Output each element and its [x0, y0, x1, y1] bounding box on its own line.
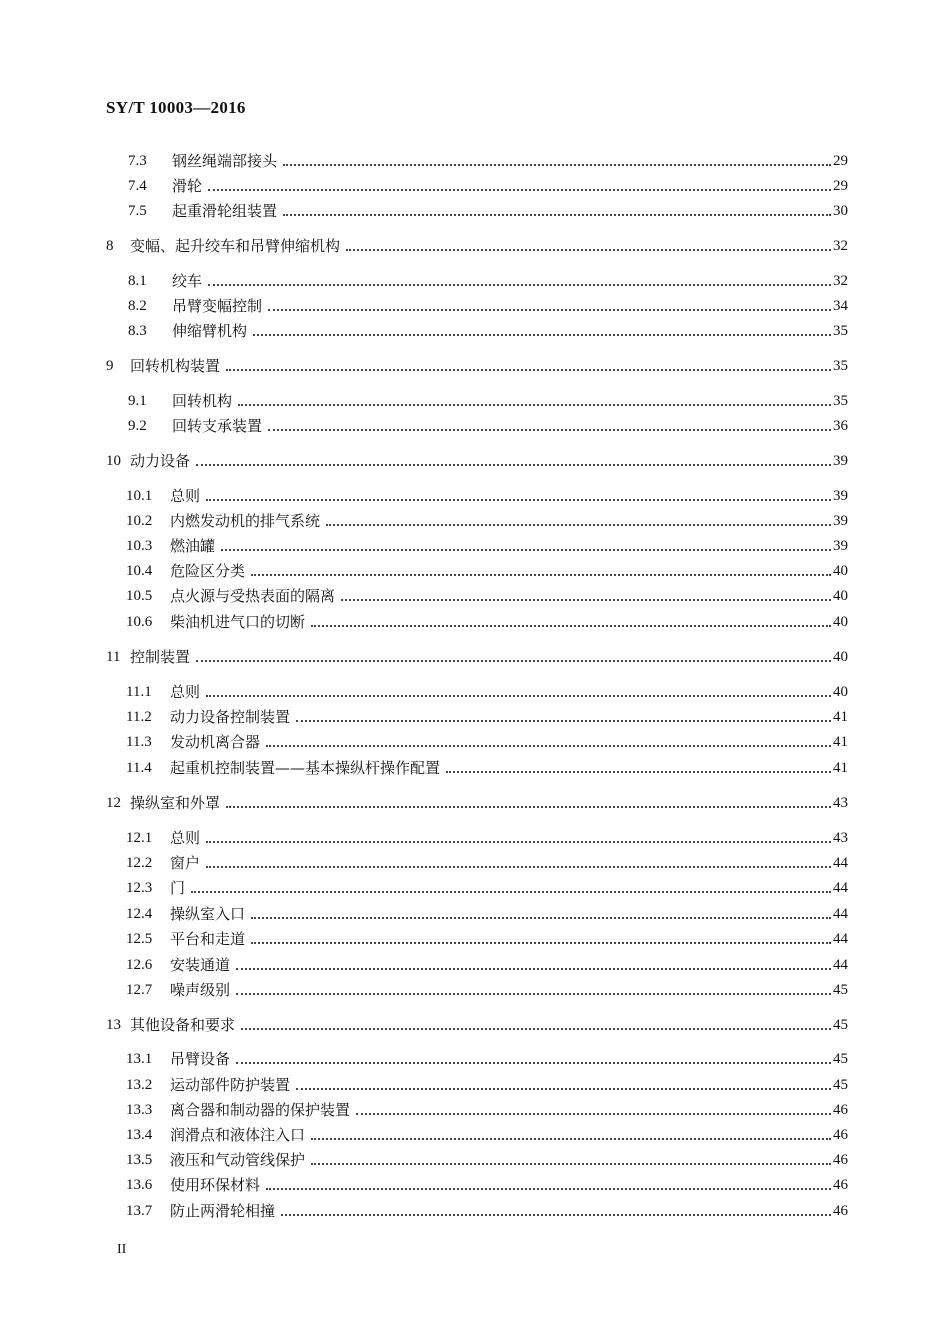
toc-entry-number: 10.5 — [126, 588, 153, 604]
dot-leader — [356, 1113, 831, 1115]
toc-entry-number: 12.1 — [126, 830, 153, 846]
toc-entry-page: 34 — [833, 298, 848, 314]
toc-section-entry[interactable] — [126, 581, 848, 605]
toc-chapter-entry[interactable] — [106, 231, 848, 255]
toc-section-entry[interactable] — [128, 411, 848, 435]
toc-entry-title: 动力设备 — [130, 452, 191, 470]
dot-leader — [226, 369, 831, 371]
toc-entry-title: 回转支承装置 — [172, 417, 263, 435]
toc-entry-page: 45 — [833, 982, 848, 998]
toc-entry-page: 44 — [833, 957, 848, 973]
toc-entry-title: 点火源与受热表面的隔离 — [170, 587, 336, 605]
toc-entry-number: 9 — [106, 358, 114, 374]
dot-leader — [236, 1062, 831, 1064]
dot-leader — [326, 524, 831, 526]
toc-entry-title: 安装通道 — [170, 956, 231, 974]
dot-leader — [311, 625, 831, 627]
toc-entry-number: 13.7 — [126, 1203, 153, 1219]
toc-section-entry[interactable] — [126, 1044, 848, 1068]
dot-leader — [266, 745, 831, 747]
toc-entry-title: 危险区分类 — [170, 562, 246, 580]
toc-section-entry[interactable] — [126, 531, 848, 555]
toc-entry-title: 门 — [170, 879, 186, 897]
toc-entry-number: 13 — [106, 1017, 121, 1033]
toc-entry-page: 45 — [833, 1051, 848, 1067]
toc-section-entry[interactable] — [126, 677, 848, 701]
toc-entry-number: 13.1 — [126, 1051, 153, 1067]
dot-leader — [241, 1028, 831, 1030]
toc-section-entry[interactable] — [126, 1070, 848, 1094]
toc-entry-number: 13.5 — [126, 1152, 153, 1168]
toc-entry-number: 10.1 — [126, 488, 153, 504]
toc-entry-number: 7.3 — [128, 153, 147, 169]
toc-entry-page: 39 — [833, 453, 848, 469]
toc-entry-number: 11 — [106, 649, 121, 665]
dot-leader — [311, 1163, 831, 1165]
toc-entry-number: 12.5 — [126, 931, 153, 947]
toc-section-entry[interactable] — [128, 171, 848, 195]
toc-entry-page: 46 — [833, 1152, 848, 1168]
dot-leader — [206, 695, 831, 697]
dot-leader — [221, 549, 831, 551]
toc-entry-page: 35 — [833, 393, 848, 409]
toc-entry-page: 44 — [833, 880, 848, 896]
toc-entry-page: 44 — [833, 906, 848, 922]
dot-leader — [206, 866, 831, 868]
dot-leader — [268, 429, 831, 431]
toc-section-entry[interactable] — [126, 607, 848, 631]
toc-section-entry[interactable] — [126, 702, 848, 726]
toc-entry-page: 45 — [833, 1077, 848, 1093]
toc-entry-page: 32 — [833, 238, 848, 254]
toc-entry-number: 10.3 — [126, 538, 153, 554]
toc-section-entry[interactable] — [128, 266, 848, 290]
toc-entry-title: 总则 — [170, 829, 201, 847]
toc-entry-page: 29 — [833, 153, 848, 169]
toc-section-entry[interactable] — [126, 481, 848, 505]
dot-leader — [346, 249, 831, 251]
toc-entry-page: 35 — [833, 323, 848, 339]
toc-section-entry[interactable] — [126, 1170, 848, 1194]
dot-leader — [266, 1188, 831, 1190]
toc-entry-title: 起重滑轮组装置 — [172, 202, 278, 220]
toc-entry-number: 10.6 — [126, 614, 153, 630]
toc-section-entry[interactable] — [126, 506, 848, 530]
toc-entry-page: 40 — [833, 684, 848, 700]
toc-entry-number: 12.6 — [126, 957, 153, 973]
toc-entry-number: 11.1 — [126, 684, 152, 700]
toc-entry-number: 12.2 — [126, 855, 153, 871]
toc-section-entry[interactable] — [126, 556, 848, 580]
toc-entry-page: 40 — [833, 649, 848, 665]
dot-leader — [208, 189, 831, 191]
toc-entry-page: 44 — [833, 855, 848, 871]
toc-entry-title: 使用环保材料 — [170, 1176, 261, 1194]
toc-entry-title: 吊臂设备 — [170, 1050, 231, 1068]
toc-entry-page: 36 — [833, 418, 848, 434]
toc-entry-title: 柴油机进气口的切断 — [170, 613, 306, 631]
toc-entry-title: 润滑点和液体注入口 — [170, 1126, 306, 1144]
toc-entry-title: 燃油罐 — [170, 537, 216, 555]
dot-leader — [206, 841, 831, 843]
dot-leader — [251, 917, 831, 919]
dot-leader — [226, 806, 831, 808]
toc-section-entry[interactable] — [126, 823, 848, 847]
toc-entry-number: 12.4 — [126, 906, 153, 922]
toc-entry-page: 46 — [833, 1102, 848, 1118]
toc-entry-page: 41 — [833, 709, 848, 725]
toc-entry-title: 其他设备和要求 — [130, 1016, 236, 1034]
toc-entry-title: 变幅、起升绞车和吊臂伸缩机构 — [130, 237, 341, 255]
toc-entry-page: 30 — [833, 203, 848, 219]
toc-chapter-entry[interactable] — [106, 351, 848, 375]
toc-entry-number: 11.2 — [126, 709, 152, 725]
dot-leader — [236, 968, 831, 970]
toc-entry-page: 35 — [833, 358, 848, 374]
toc-chapter-entry[interactable] — [106, 642, 848, 666]
toc-entry-title: 回转机构装置 — [130, 357, 221, 375]
page-number: II — [117, 1242, 127, 1257]
toc-entry-number: 7.5 — [128, 203, 147, 219]
dot-leader — [251, 942, 831, 944]
document-id-header: SY/T 10003—2016 — [106, 98, 246, 117]
toc-entry-title: 操纵室和外罩 — [130, 794, 221, 812]
toc-entry-number: 8 — [106, 238, 114, 254]
toc-entry-title: 离合器和制动器的保护装置 — [170, 1101, 351, 1119]
toc-section-entry[interactable] — [126, 1196, 848, 1220]
toc-entry-page: 44 — [833, 931, 848, 947]
toc-section-entry[interactable] — [128, 146, 848, 170]
toc-entry-page: 46 — [833, 1177, 848, 1193]
toc-entry-title: 液压和气动管线保护 — [170, 1151, 306, 1169]
dot-leader — [296, 1088, 831, 1090]
toc-entry-number: 13.3 — [126, 1102, 153, 1118]
dot-leader — [253, 334, 831, 336]
dot-leader — [283, 164, 831, 166]
toc-entry-number: 13.6 — [126, 1177, 153, 1193]
toc-entry-title: 伸缩臂机构 — [172, 322, 248, 340]
dot-leader — [196, 464, 831, 466]
toc-section-entry[interactable] — [126, 1145, 848, 1169]
toc-entry-title: 总则 — [170, 487, 201, 505]
toc-chapter-entry[interactable] — [106, 446, 848, 470]
toc-entry-number: 7.4 — [128, 178, 147, 194]
toc-entry-number: 9.2 — [128, 418, 147, 434]
toc-entry-page: 41 — [833, 734, 848, 750]
toc-entry-number: 9.1 — [128, 393, 147, 409]
dot-leader — [283, 214, 831, 216]
toc-entry-title: 钢丝绳端部接头 — [172, 152, 278, 170]
toc-entry-page: 40 — [833, 588, 848, 604]
toc-section-entry[interactable] — [128, 316, 848, 340]
toc-entry-title: 滑轮 — [172, 177, 203, 195]
toc-entry-number: 8.3 — [128, 323, 147, 339]
toc-section-entry[interactable] — [126, 1095, 848, 1119]
toc-section-entry[interactable] — [126, 975, 848, 999]
toc-entry-number: 10.4 — [126, 563, 153, 579]
toc-section-entry[interactable] — [128, 291, 848, 315]
toc-entry-title: 操纵室入口 — [170, 905, 246, 923]
toc-entry-title: 绞车 — [172, 272, 203, 290]
dot-leader — [446, 771, 831, 773]
dot-leader — [296, 720, 831, 722]
toc-chapter-entry[interactable] — [106, 1010, 848, 1034]
toc-entry-title: 控制装置 — [130, 648, 191, 666]
toc-section-entry[interactable] — [126, 1120, 848, 1144]
toc-section-entry[interactable] — [126, 899, 848, 923]
toc-entry-number: 11.3 — [126, 734, 152, 750]
toc-entry-page: 39 — [833, 513, 848, 529]
toc-entry-title: 防止两滑轮相撞 — [170, 1202, 276, 1220]
toc-entry-page: 40 — [833, 563, 848, 579]
toc-entry-number: 8.1 — [128, 273, 147, 289]
toc-entry-page: 46 — [833, 1203, 848, 1219]
toc-section-entry[interactable] — [128, 196, 848, 220]
toc-section-entry[interactable] — [126, 924, 848, 948]
toc-entry-title: 回转机构 — [172, 392, 233, 410]
toc-entry-page: 45 — [833, 1017, 848, 1033]
toc-entry-number: 12 — [106, 795, 121, 811]
dot-leader — [311, 1138, 831, 1140]
dot-leader — [191, 891, 831, 893]
toc-entry-page: 32 — [833, 273, 848, 289]
toc-entry-page: 39 — [833, 538, 848, 554]
toc-section-entry[interactable] — [126, 753, 848, 777]
toc-section-entry[interactable] — [128, 386, 848, 410]
toc-entry-title: 运动部件防护装置 — [170, 1076, 291, 1094]
toc-entry-number: 13.4 — [126, 1127, 153, 1143]
dot-leader — [341, 599, 831, 601]
toc-entry-title: 总则 — [170, 683, 201, 701]
toc-entry-title: 噪声级别 — [170, 981, 231, 999]
toc-entry-title: 动力设备控制装置 — [170, 708, 291, 726]
toc-entry-title: 起重机控制装置——基本操纵杆操作配置 — [170, 759, 441, 777]
dot-leader — [268, 309, 831, 311]
toc-entry-page: 40 — [833, 614, 848, 630]
toc-entry-title: 内燃发动机的排气系统 — [170, 512, 321, 530]
toc-entry-number: 12.3 — [126, 880, 153, 896]
toc-entry-title: 发动机离合器 — [170, 733, 261, 751]
toc-entry-number: 8.2 — [128, 298, 147, 314]
toc-entry-title: 吊臂变幅控制 — [172, 297, 263, 315]
toc-entry-title: 平台和走道 — [170, 930, 246, 948]
dot-leader — [251, 574, 831, 576]
dot-leader — [281, 1214, 831, 1216]
toc-entry-title: 窗户 — [170, 854, 201, 872]
toc-entry-page: 29 — [833, 178, 848, 194]
dot-leader — [236, 993, 831, 995]
dot-leader — [206, 499, 831, 501]
toc-entry-number: 11.4 — [126, 760, 152, 776]
toc-entry-page: 46 — [833, 1127, 848, 1143]
toc-entry-number: 10.2 — [126, 513, 153, 529]
toc-entry-page: 41 — [833, 760, 848, 776]
dot-leader — [196, 660, 831, 662]
toc-entry-page: 39 — [833, 488, 848, 504]
toc-entry-page: 43 — [833, 830, 848, 846]
toc-entry-number: 13.2 — [126, 1077, 153, 1093]
toc-section-entry[interactable] — [126, 848, 848, 872]
toc-section-entry[interactable] — [126, 727, 848, 751]
toc-entry-number: 10 — [106, 453, 121, 469]
toc-section-entry[interactable] — [126, 873, 848, 897]
toc-entry-number: 12.7 — [126, 982, 153, 998]
dot-leader — [208, 284, 831, 286]
toc-chapter-entry[interactable] — [106, 788, 848, 812]
dot-leader — [238, 404, 831, 406]
toc-entry-page: 43 — [833, 795, 848, 811]
toc-section-entry[interactable] — [126, 950, 848, 974]
